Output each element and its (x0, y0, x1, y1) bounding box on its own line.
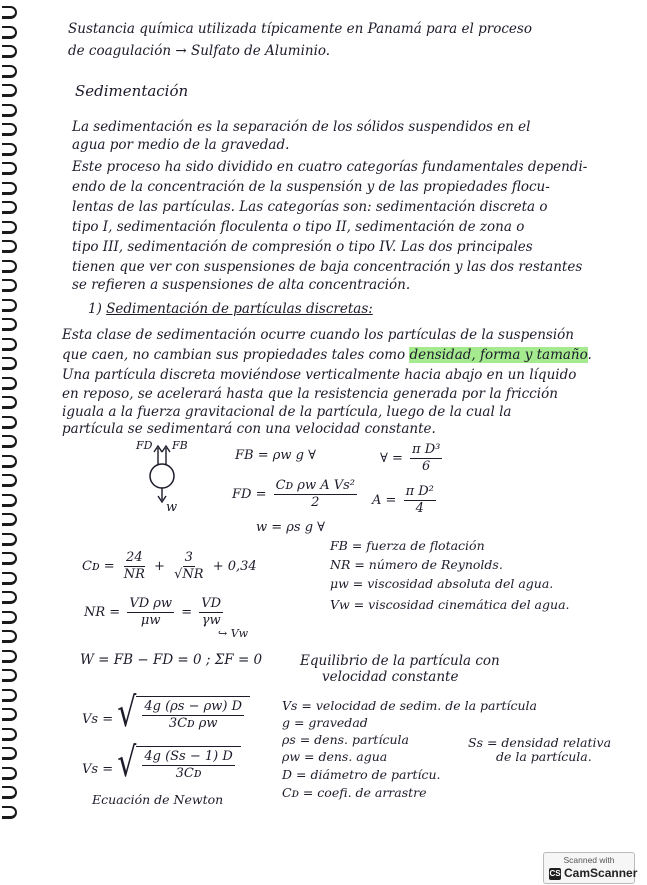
definition-ss-cont: de la partícula. (496, 749, 592, 764)
spiral-ring (2, 299, 17, 312)
weight-equation: w = ρs g ∀ (256, 520, 326, 535)
spiral-ring (2, 221, 17, 234)
watermark-caption: Scanned with (563, 855, 615, 865)
spiral-ring (2, 6, 17, 19)
definition-rho-s: ρs = dens. partícula (282, 732, 409, 747)
weight-label: w (166, 500, 178, 515)
drag-equation: FD = $\frac{\text{Cᴅ ρw A Vs²}}{2}$ (232, 478, 355, 510)
reynolds-equation: NR = $\frac{\text{VD ρw}}{\mu w}$ = $\frac{VD}{\gamma w}$ (84, 596, 222, 628)
paragraph-line: se refieren a suspensiones de alta concentración. (72, 277, 411, 293)
paragraph-line: endo de la concentración de la suspensión y de las propiedades flocu- (72, 179, 550, 195)
camscanner-watermark (543, 852, 638, 884)
settling-velocity-equation-2: Vs = √ $\frac{4g (Ss - 1) D}{\text{3Cᴅ}}$ (82, 746, 241, 782)
spiral-ring (2, 630, 17, 643)
spiral-ring (2, 669, 17, 682)
spiral-ring (2, 318, 17, 331)
spiral-ring (2, 416, 17, 429)
spiral-ring (2, 338, 17, 351)
volume-equation: ∀ = $\frac{\text{π D³}}{6}$ (380, 442, 441, 474)
paragraph-line: agua por medio de la gravedad. (72, 137, 290, 153)
spiral-ring (2, 240, 17, 253)
paragraph2-line (62, 346, 592, 364)
definition-fb: FB = fuerza de flotación (330, 538, 485, 553)
intro-line-2: de coagulación → Sulfato de Aluminio. (68, 43, 331, 59)
spiral-ring (2, 552, 17, 565)
spiral-ring (2, 377, 17, 390)
equilibrium-note: Equilibrio de la partícula con (300, 653, 500, 669)
spiral-ring (2, 513, 17, 526)
paragraph2-line: en reposo, se acelerará hasta que la resistencia generada por la fricción (62, 386, 558, 402)
spiral-ring (2, 45, 17, 58)
spiral-ring (2, 143, 17, 156)
spiral-ring (2, 26, 17, 39)
paragraph-line: tipo III, sedimentación de compresión o tipo IV. Las dos principales (72, 239, 533, 255)
definition-nr: NR = número de Reynolds. (330, 557, 503, 572)
definition-cd: Cᴅ = coefi. de arrastre (282, 785, 427, 800)
definition-vs: Vs = velocidad de sedim. de la partícula (282, 698, 538, 713)
spiral-ring (2, 474, 17, 487)
notebook-spiral-binding (0, 0, 18, 820)
paragraph2-period: . (587, 347, 592, 363)
section-title: Sedimentación (75, 82, 189, 100)
spiral-ring (2, 786, 17, 799)
paragraph-line: tienen que ver con suspensiones de baja concentración y las dos restantes (72, 259, 583, 275)
buoyancy-equation: FB = ρw g ∀ (235, 448, 316, 463)
spiral-ring (2, 728, 17, 741)
paragraph2-text: que caen, no cambian sus propiedades tales como (62, 347, 406, 363)
spiral-ring (2, 162, 17, 175)
spiral-ring (2, 65, 17, 78)
fd-label: FD (136, 439, 153, 452)
spiral-ring (2, 611, 17, 624)
definition-g: g = gravedad (282, 715, 368, 730)
definition-mu: μw = viscosidad absoluta del agua. (330, 576, 554, 591)
equilibrium-note: velocidad constante (322, 669, 459, 685)
spiral-ring (2, 357, 17, 370)
spiral-ring (2, 104, 17, 117)
spiral-ring (2, 260, 17, 273)
spiral-ring (2, 708, 17, 721)
highlighted-phrase: densidad, forma y tamaño (409, 347, 588, 363)
spiral-ring (2, 747, 17, 760)
newton-equation-label: Ecuación de Newton (92, 792, 224, 807)
subsection-heading (88, 300, 373, 318)
spiral-ring (2, 591, 17, 604)
spiral-ring (2, 767, 17, 780)
equilibrium-equation: W = FB − FD = 0 ; ΣF = 0 (80, 652, 263, 668)
definition-ss: Ss = densidad relativa (468, 735, 612, 750)
spiral-ring (2, 806, 17, 819)
spiral-ring (2, 533, 17, 546)
subsection-title: Sedimentación de partículas discretas: (106, 301, 373, 317)
reynolds-note: ↪ Vw (218, 627, 249, 640)
spiral-ring (2, 650, 17, 663)
paragraph-line: tipo I, sedimentación floculenta o tipo II, sedimentación de zona o (72, 219, 525, 235)
spiral-ring (2, 455, 17, 468)
fb-label: FB (172, 439, 188, 452)
spiral-ring (2, 435, 17, 448)
definition-rho-w: ρw = dens. agua (282, 749, 388, 764)
spiral-ring (2, 279, 17, 292)
paragraph2-line: Una partícula discreta moviéndose verticalmente hacia abajo en un líquido (62, 367, 577, 383)
subsection-number: 1) (88, 301, 102, 317)
settling-velocity-equation-1: Vs = √ $\frac{4g (\rho s - \rho w) D}{\text{3Cᴅ ρw}}$ (82, 696, 250, 732)
particle-circle (150, 464, 174, 488)
intro-line-1: Sustancia química utilizada típicamente en Panamá para el proceso (68, 21, 532, 37)
definition-d: D = diámetro de partícu. (282, 767, 441, 782)
paragraph2-line: Esta clase de sedimentación ocurre cuando los partículas de la suspensión (62, 327, 574, 343)
paragraph-line: lentas de las partículas. Las categorías son: sedimentación discreta o (72, 199, 548, 215)
paragraph2-line: partícula se sedimentará con una velocidad constante. (62, 421, 436, 437)
spiral-ring (2, 182, 17, 195)
spiral-ring (2, 572, 17, 585)
area-equation: A = $\frac{\text{π D²}}{4}$ (372, 484, 434, 516)
drag-coefficient-equation: Cᴅ = $\frac{24}{NR}$ + $\frac{3}{√NR}$ + 0,34 (82, 550, 257, 582)
paragraph-line: Este proceso ha sido dividido en cuatro categorías fundamentales dependi- (72, 159, 588, 175)
spiral-ring (2, 201, 17, 214)
definition-vw: Vw = viscosidad cinemática del agua. (330, 597, 570, 612)
spiral-ring (2, 123, 17, 136)
camscanner-logo-icon: CS (549, 869, 561, 878)
paragraph2-line: iguala a la fuerza gravitacional de la partícula, luego de la cual la (62, 404, 512, 420)
spiral-ring (2, 396, 17, 409)
spiral-ring (2, 84, 17, 97)
paragraph-line: La sedimentación es la separación de los sólidos suspendidos en el (72, 119, 531, 135)
watermark-brand: CamScanner (564, 866, 638, 880)
spiral-ring (2, 494, 17, 507)
spiral-ring (2, 689, 17, 702)
